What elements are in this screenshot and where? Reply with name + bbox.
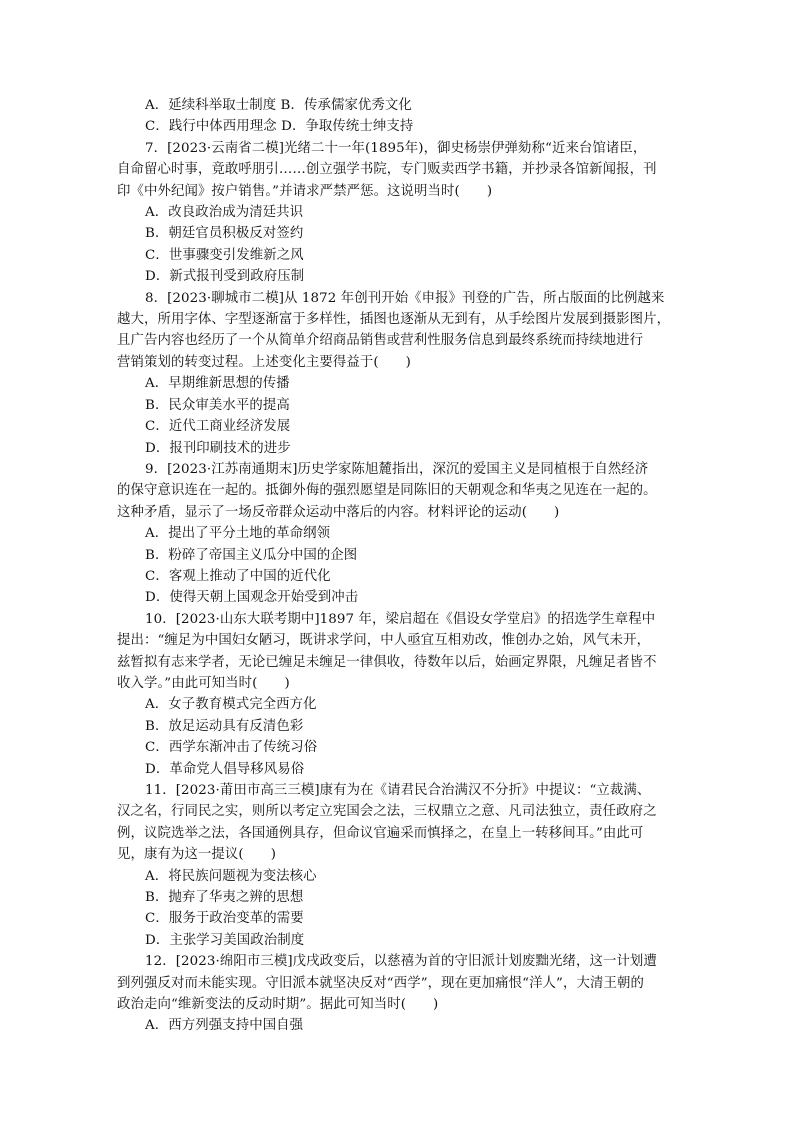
option-c: C．近代工商业经济发展 (145, 419, 291, 435)
question-11 (117, 780, 677, 951)
document-body (117, 95, 677, 1037)
option-a: A．早期维新思想的传播 (145, 376, 290, 392)
option-c: C．世事骤变引发维新之风 (145, 247, 304, 263)
option-line: A．延续科举取士制度 B．传承儒家优秀文化 (145, 98, 412, 113)
question-stem: 且广告内容也经历了一个从简单介绍商品销售或营利性服务信息到最终系统而持续地进行 (117, 333, 644, 349)
question-stem: 8．[2023·聊城市二模]从 1872 年创刊开始《申报》刊登的广告，所占版面的比例越来 (145, 290, 665, 306)
question-9 (117, 459, 677, 609)
question-stem: 提出：“缠足为中国妇女陋习，既讲求学问，中人亟宜互相劝改，惟创办之始，风气未开， (117, 633, 651, 649)
option-d: D．报刊印刷技术的进步 (145, 440, 291, 456)
option-d: D．主张学习美国政治制度 (145, 932, 305, 948)
option-b: B．民众审美水平的提高 (145, 397, 290, 413)
question-stem: 营销策划的转变过程。上述变化主要得益于( ) (117, 354, 411, 370)
question-stem: 9．[2023·江苏南通期末]历史学家陈旭麓指出，深沉的爱国主义是同植根于自然经济 (145, 461, 649, 477)
question-7 (117, 138, 677, 288)
option-c: C．西学东渐冲击了传统习俗 (145, 740, 318, 756)
option-d: D．革命党人倡导移风易俗 (145, 761, 305, 777)
option-b: B．粉碎了帝国主义瓜分中国的企图 (145, 547, 358, 563)
question-stem: 例，议院选举之法，各国通例具存，但命议官遍采而慎择之，在皇上一转移间耳。”由此可 (117, 825, 644, 841)
question-stem: 兹暂拟有志来学者，无论已缠足未缠足一律俱收，待数年以后，始画定界限，凡缠足者皆不 (117, 654, 657, 670)
option-a: A．女子教育模式完全西方化 (145, 697, 317, 713)
option-d: D．使得天朝上国观念开始受到冲击 (145, 590, 359, 606)
option-a: A．西方列强支持中国自强 (145, 1018, 304, 1034)
question-stem: 的保守意识连在一起的。抵御外侮的强烈愿望是同陈旧的天朝观念和华夷之见连在一起的。 (117, 483, 657, 499)
question-stem: 收入学。”由此可知当时( ) (117, 675, 290, 691)
option-a: A．改良政治成为清廷共识 (145, 205, 304, 221)
question-stem: 政治走向“维新变法的反动时期”。据此可知当时( ) (117, 997, 439, 1013)
question-stem: 见，康有为这一提议( ) (117, 847, 277, 863)
question-stem: 7．[2023·云南省二模]光绪二十一年(1895年)，御史杨崇伊弹劾称“近来台馆诸臣， (145, 140, 647, 156)
question-stem: 10．[2023·山东大联考期中]1897 年，梁启超在《倡设女学堂启》的招选学生章程中 (145, 611, 656, 627)
question-stem: 12．[2023·绵阳市三模]戊戌政变后，以慈禧为首的守旧派计划废黜光绪，这一计划遭 (145, 954, 657, 970)
option-line: C．践行中体西用理念 D．争取传统士绅支持 (145, 119, 414, 135)
option-c: C．服务于政治变革的需要 (145, 911, 304, 927)
question-stem: 11．[2023·莆田市高三三模]康有为在《请君民合治满汉不分折》中提议：“立裁满、 (145, 783, 651, 798)
option-b: B．朝廷官员积极反对签约 (145, 226, 304, 242)
option-b: B．抛弃了华夷之辨的思想 (145, 890, 304, 906)
question-8 (117, 288, 677, 459)
option-a: A．提出了平分土地的革命纲领 (145, 526, 331, 542)
option-d: D．新式报刊受到政府压制 (145, 269, 305, 285)
question-10 (117, 609, 677, 780)
question-stem: 汉之名，行同民之实，则所以考定立宪国会之法，三权鼎立之意、凡司法独立，责任政府之 (117, 804, 657, 820)
question-stem: 自命留心时事，竟敢呼朋引……创立强学书院，专门贩卖西学书籍，并抄录各馆新闻报，刊 (117, 162, 657, 178)
question-stem: 这种矛盾，显示了一场反帝群众运动中落后的内容。材料评论的运动( ) (117, 504, 560, 520)
question-stem: 越大，所用字体、字型逐渐富于多样性，插图也逐渐从无到有，从手绘图片发展到摄影图片， (117, 312, 671, 328)
question-stem: 到列强反对而未能实现。守旧派本就坚决反对“西学”，现在更加痛恨“洋人”，大清王朝的 (117, 975, 644, 991)
option-b: B．放足运动具有反清色彩 (145, 718, 304, 734)
question-6-options (117, 95, 677, 138)
option-a: A．将民族问题视为变法核心 (145, 868, 317, 884)
question-12 (117, 951, 677, 1037)
option-c: C．客观上推动了中国的近代化 (145, 568, 331, 584)
question-stem: 印《中外纪闻》按户销售。”并请求严禁严惩。这说明当时( ) (117, 183, 493, 199)
